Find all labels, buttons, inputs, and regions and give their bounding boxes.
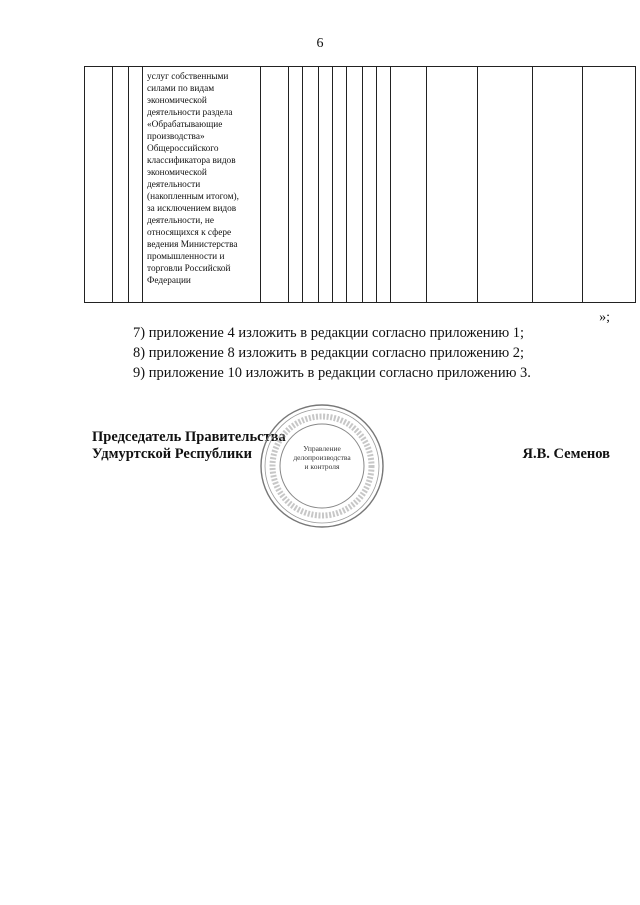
signatory-title-line2: Удмуртской Республики: [92, 446, 252, 462]
seal-text-line: и контроля: [304, 462, 340, 471]
table-cell: [533, 67, 583, 303]
table-row: [85, 67, 636, 303]
table-cell: [319, 67, 333, 303]
table-cell: [363, 67, 377, 303]
closing-quote: »;: [599, 310, 610, 325]
table-cell: [113, 67, 129, 303]
document-table: [84, 66, 636, 303]
seal-text: [284, 444, 360, 471]
signatory-title: [92, 429, 286, 463]
seal-text-line: делопроизводства: [293, 453, 351, 462]
official-seal: [258, 402, 386, 530]
amendment-item: 9) приложение 10 изложить в редакции согласно приложению 3.: [133, 365, 531, 381]
signatory-name: Я.В. Семенов: [522, 446, 610, 462]
table-cell: [347, 67, 363, 303]
amendments-list: [133, 323, 531, 383]
table-cell: [333, 67, 347, 303]
table-cell: [85, 67, 113, 303]
amendment-item: 7) приложение 4 изложить в редакции согласно приложению 1;: [133, 325, 525, 341]
amendment-item: 8) приложение 8 изложить в редакции согласно приложению 2;: [133, 345, 525, 361]
table-cell-description: [143, 67, 261, 303]
table-cell: [478, 67, 533, 303]
table-cell: [391, 67, 427, 303]
signatory-title-line1: Председатель Правительства: [92, 429, 286, 445]
table-cell: [129, 67, 143, 303]
table-cell: [303, 67, 319, 303]
table-cell: [289, 67, 303, 303]
indicator-description: услуг собственными силами по видам экономической деятельности раздела «Обрабатывающие производства» Общероссийского классификатора видов экономической деятельности (накопленным итогом), за исключением видов деятельности, не относящихся к сфере ведения Министерства промышленности и торговли Российской Федерации: [147, 72, 239, 286]
table-cell: [261, 67, 289, 303]
seal-text-line: Управление: [303, 444, 341, 453]
page-number: 6: [316, 36, 324, 51]
table-cell: [427, 67, 478, 303]
table-cell: [377, 67, 391, 303]
table-cell: [583, 67, 636, 303]
